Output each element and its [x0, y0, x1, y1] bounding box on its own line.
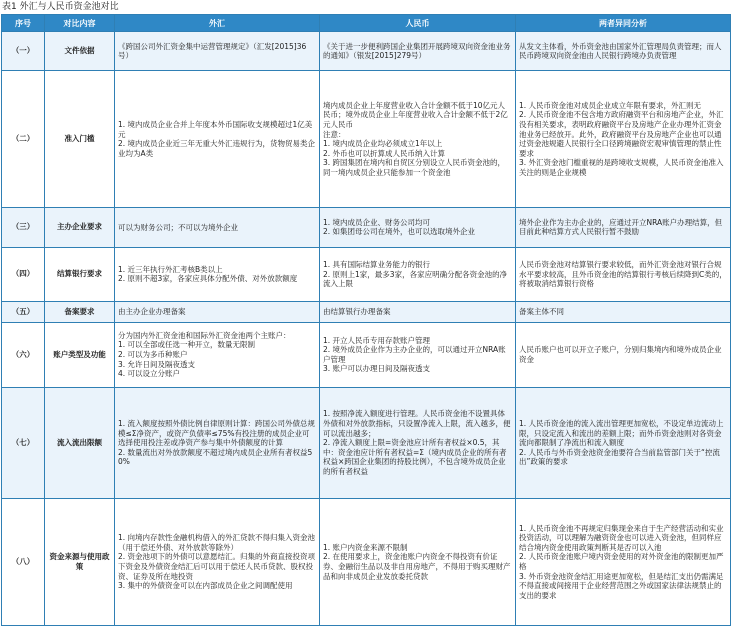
row-item: 流入流出限额: [45, 387, 115, 498]
cell-line: 可以为财务公司；不可以为境外企业: [118, 222, 238, 232]
cell-diff: [516, 322, 731, 387]
cell-line: 2. 原则不超3家，各家应具体分配外债、对外放款额度: [118, 274, 298, 284]
row-item: 备案要求: [45, 302, 115, 323]
table-row: [2, 208, 731, 247]
cell-line: 2. 人民币与外币资金池资金池要符合当前监管部门关于“控流出”政策的要求: [519, 447, 720, 467]
cell-diff: [516, 247, 731, 302]
cell-line: 3. 外汇资金池门槛重视的是跨境收支规模，人民币资金池准入关注的则是企业规模: [519, 158, 724, 178]
cell-line: 2. 净流入额度上限=资金池应计所有者权益×0.5，其中：资金池应计所有者权益=Σ（境内成员企业的所有者权益×跨国企业集团的持股比例），不包含境外成员企业的所有者权益: [323, 438, 507, 476]
cell-diff: [516, 499, 731, 626]
cell-line: 2. 境外成员企业作为主办企业的，可以通过开立NRA账户管理: [323, 345, 506, 364]
cell-fx: [115, 499, 320, 626]
cell-line: 《跨国公司外汇资金集中运营管理规定》（汇发[2015]36号）: [118, 41, 307, 61]
cell-fx: [115, 71, 320, 208]
row-item: 账户类型及功能: [45, 322, 115, 387]
cell-fx: [115, 208, 320, 247]
table-row: [2, 32, 731, 71]
cell-line: 1. 向境内存款性金融机构借入的外汇贷款不得归集入资金池（用于偿还外债、对外放款等除外）: [118, 533, 316, 552]
cell-line: 3. 跨国集团在境内和自贸区分别设立人民币资金池的，同一境内成员企业只能参加一个资金池: [323, 158, 506, 178]
header-item: 对比内容: [45, 15, 115, 32]
cell-fx: [115, 302, 320, 323]
cell-line: 2. 可以为多币种账户: [118, 350, 188, 359]
cell-line: 2. 如集团母公司在境外，也可以选取境外企业: [323, 227, 476, 237]
cell-diff: [516, 208, 731, 247]
comparison-table: [1, 14, 731, 626]
table-body: [2, 32, 731, 626]
cell-line: 注意：: [323, 129, 346, 139]
cell-line: 2. 人民币资金池账户境内资金使用的对外资金池的限制更加严格: [519, 552, 724, 572]
cell-rmb: [320, 208, 516, 247]
cell-line: 1. 人民币资金池对成员企业成立年限有要求，外汇则无: [519, 100, 702, 110]
header-seq: 序号: [2, 15, 45, 32]
cell-line: 由结算银行办理备案: [323, 307, 391, 317]
cell-diff: [516, 387, 731, 498]
table-row: [2, 499, 731, 626]
table-row: [2, 387, 731, 498]
cell-line: 2. 数量流出对外放款额度不超过境内成员企业所有者权益50%: [118, 447, 313, 467]
cell-line: 4. 可以设立分账户: [118, 369, 181, 379]
cell-diff: [516, 32, 731, 71]
cell-line: 1. 账户内资金来源不限制: [323, 542, 408, 552]
table-row: [2, 322, 731, 387]
cell-rmb: [320, 302, 516, 323]
cell-fx: [115, 322, 320, 387]
cell-line: 1. 流入额度按照外债比例自律原则计算：跨国公司外债总规模≤Σ净资产，或资产负债率≤75%有投注册的成员企业可选择使用投注差或净资产参与集中外债额度的计算: [118, 418, 316, 448]
cell-line: 1. 具有国际结算业务能力的银行: [323, 259, 431, 269]
table-header: [2, 15, 731, 32]
row-item: 文件依据: [45, 32, 115, 71]
cell-line: 由主办企业办理备案: [118, 307, 186, 317]
cell-line: 1. 按照净流入额度进行管理。人民币资金池不设置具体外债和对外放款指标，只设置净流入上限，流入越多，便可以流出越多；: [323, 409, 511, 438]
cell-line: 3. 外币资金池资金结汇用途更加宽松，但是结汇支出仍需满足不得直接或间接用于企业经营范围之外或国家法律法规禁止的支出的要求: [519, 571, 724, 600]
cell-line: 分为国内外汇资金池和国际外汇资金池两个主账户：: [118, 330, 291, 340]
cell-line: 1. 境内成员企业、财务公司均可: [323, 217, 431, 227]
cell-line: 备案主体不同: [519, 307, 564, 317]
row-seq: （六）: [2, 322, 45, 387]
cell-line: 人民币账户也可以开立子账户，分别归集境内和境外成员企业资金: [519, 345, 722, 364]
cell-fx: [115, 387, 320, 498]
header-diff: 两者异同分析: [516, 15, 731, 32]
cell-rmb: [320, 499, 516, 626]
row-seq: （五）: [2, 302, 45, 323]
cell-rmb: [320, 247, 516, 302]
cell-line: 人民币资金池对结算银行要求较低，而外汇资金池对银行合规水平要求较高，且外币资金池的结算银行考核后续降到C类的，将被取消结算银行资格: [519, 259, 727, 289]
table-row: [2, 302, 731, 323]
cell-diff: [516, 302, 731, 323]
cell-line: 1. 人民币资金池不再规定归集现金来自于生产经营活动和实业投资活动，可以理解为融资资金也可以进入资金池，但同样应结合境内资金使用政策判断其是否可以入池: [519, 523, 724, 552]
header-fx: 外汇: [115, 15, 320, 32]
cell-rmb: [320, 387, 516, 498]
cell-rmb: [320, 71, 516, 208]
cell-rmb: [320, 322, 516, 387]
cell-rmb: [320, 32, 516, 71]
cell-line: 从发文主体看，外币资金池由国家外汇管理局负责管理；而人民币跨境双向资金池由人民银行跨境办负责管理: [519, 41, 722, 61]
table-row: [2, 247, 731, 302]
cell-line: 2. 原则上1家，最多3家，各家应明确分配各资金池的净流入上限: [323, 269, 508, 289]
table-caption: 表1 外汇与人民币资金池对比: [2, 2, 119, 12]
cell-line: 境外企业作为主办企业的，应通过开立NRA账户办理结算，但目前此种结算方式人民银行暂不鼓励: [519, 217, 723, 237]
cell-line: 1. 境内成员企业均必须成立1年以上: [323, 139, 443, 149]
row-seq: （八）: [2, 499, 45, 626]
row-seq: （七）: [2, 387, 45, 498]
header-rmb: 人民币: [320, 15, 516, 32]
cell-fx: [115, 32, 320, 71]
row-seq: （三）: [2, 208, 45, 247]
cell-line: 3. 允许日间及隔夜透支: [118, 359, 196, 369]
cell-line: 《关于进一步便利跨国企业集团开展跨境双向资金池业务的通知》（银发[2015]279号）: [323, 41, 511, 61]
cell-fx: [115, 247, 320, 302]
row-item: 主办企业要求: [45, 208, 115, 247]
cell-diff: [516, 71, 731, 208]
row-seq: （四）: [2, 247, 45, 302]
row-item: 结算银行要求: [45, 247, 115, 302]
cell-line: 1. 境内成员企业合并上年度本外币国际收支规模超过1亿美元: [118, 120, 313, 139]
cell-line: 1. 可以全部或任选一种开立，数量无限制: [118, 340, 256, 350]
row-item: 准入门槛: [45, 71, 115, 208]
cell-line: 1. 人民币资金池的流入流出管理更加宽松，不设定单边流动上限，只设定流入和流出的差额上限；而外币资金池则对各资金流向都限制了净流出和流入额度: [519, 418, 724, 448]
table-row: [2, 71, 731, 208]
cell-line: 2. 资金池项下的外债可以意愿结汇。归集的外商直接投资项下资金及外债资金结汇后可以用于偿还人民币贷款、股权投资、证券及所在地投资: [118, 552, 316, 581]
row-item: 资金来源与使用政策: [45, 499, 115, 626]
cell-line: 2. 外币也可以折算成人民币纳入计算: [323, 148, 446, 158]
row-seq: （一）: [2, 32, 45, 71]
row-seq: （二）: [2, 71, 45, 208]
cell-line: 2. 人民币资金池不包含地方政府融资平台和房地产企业，外汇没有相关要求，表明政府融资平台及房地产企业办理外汇资金池业务已经放开。此外，政府融资平台及房地产企业也可以通过资金池规避人民银行全口径跨境融资宏观审慎管理的禁止性要求: [519, 110, 724, 158]
cell-line: 3. 集中的外债资金可以在内部成员企业之间调配使用: [118, 581, 293, 591]
cell-line: 境内成员企业上年度营业收入合计金额不低于10亿元人民币；境外成员企业上年度营业收入合计金额不低于2亿元人民币: [323, 100, 508, 130]
cell-line: 1. 近三年执行外汇考核B类以上: [118, 264, 223, 274]
cell-line: 2. 在使用要求上，资金池账户内资金不得投资有价证券、金融衍生品以及非自用房地产，不得用于购买理财产品和向非成员企业发放委托贷款: [323, 552, 511, 581]
cell-line: 1. 开立人民币专用存款账户管理: [323, 335, 431, 345]
cell-line: 2. 境内成员企业近三年无重大外汇违规行为，货物贸易类企业均为A类: [118, 139, 316, 158]
cell-line: 3. 账户可以办理日间及隔夜透支: [323, 364, 431, 374]
